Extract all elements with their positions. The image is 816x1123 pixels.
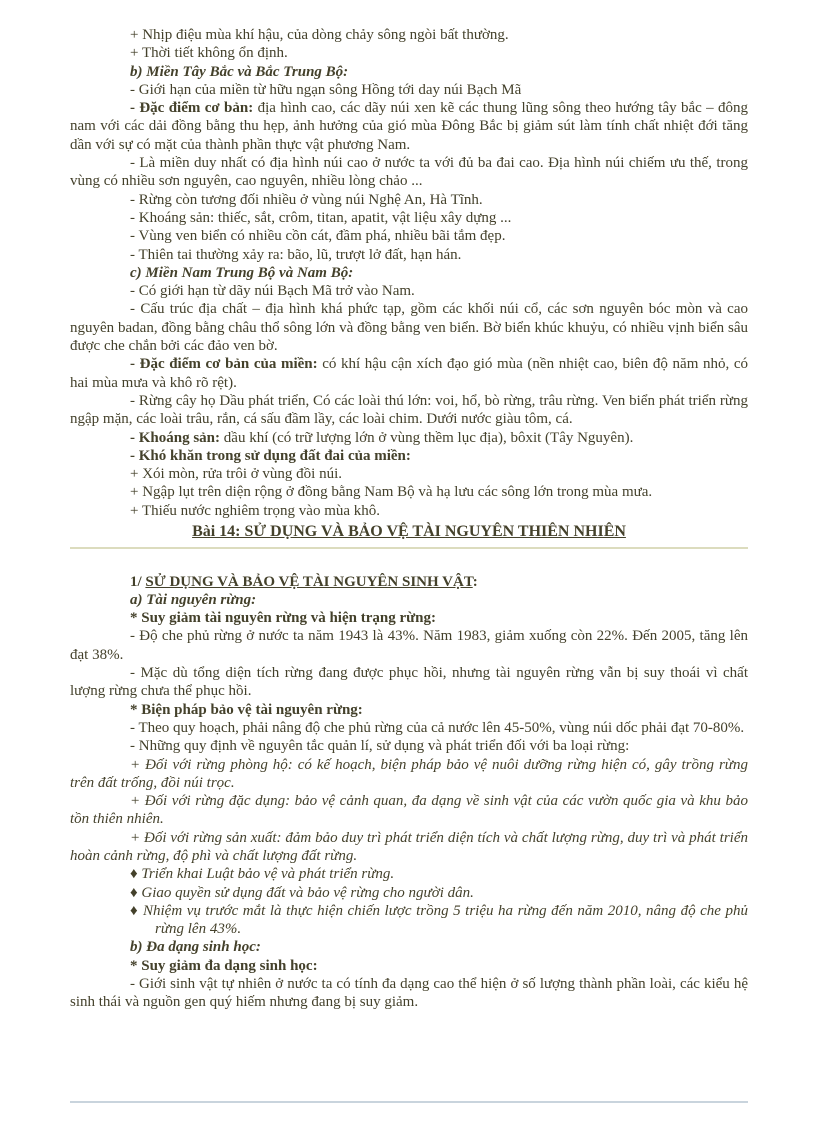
text-run: - Đặc điểm cơ bản: xyxy=(130,100,254,117)
text-run: * Biện pháp bảo vệ tài nguyên rừng: xyxy=(130,701,363,718)
text-run: - Giới sinh vật tự nhiên ở nước ta có tính đa dạng cao thể hiện ở số lượng thành phần loài, các kiểu hệ sinh thái và nguồn gen quý hiếm nhưng đang bị suy giảm. xyxy=(70,976,748,1011)
text-run: - Khoáng sản: thiếc, sắt, crôm, titan, apatit, vật liệu xây dựng ... xyxy=(130,209,512,226)
text-run: - Cấu trúc địa chất – địa hình khá phức tạp, gồm các khối núi cổ, các sơn nguyên bóc mòn và cao nguyên badan, đồng bằng châu thổ sông lớn và đồng bằng ven biển. Bờ biển khúc khuỷu, có nhiều vịnh biển sâu được che chắn bởi các đảo ven bờ. xyxy=(70,301,748,355)
paragraph xyxy=(70,154,748,191)
paragraph xyxy=(70,792,748,829)
paragraph xyxy=(70,447,748,465)
text-run: 1/ xyxy=(130,573,146,590)
text-run: - Mặc dù tổng diện tích rừng đang được phục hồi, nhưng tài nguyên rừng vẫn bị suy thoái vì chất lượng rừng chưa thể phục hồi. xyxy=(70,665,748,700)
text-run: : xyxy=(472,573,478,590)
text-run: - Đặc điểm cơ bản của miền: xyxy=(130,356,318,373)
paragraph xyxy=(70,627,748,664)
text-run: - Khó khăn trong sử dụng đất đai của miền: xyxy=(130,447,411,464)
text-run: + Xói mòn, rửa trôi ở vùng đồi núi. xyxy=(130,466,343,483)
paragraph xyxy=(70,355,748,392)
text-run: - Theo quy hoạch, phải nâng độ che phủ rừng của cả nước lên 45-50%, vùng núi dốc phải đạt 70-80%. xyxy=(130,719,745,736)
subsection-heading xyxy=(70,63,748,81)
text-run: c) Miền Nam Trung Bộ và Nam Bộ: xyxy=(130,264,354,281)
text-run: * Suy giảm đa dạng sinh học: xyxy=(130,957,318,974)
paragraph xyxy=(70,44,748,62)
text-run: ♦ xyxy=(130,902,143,919)
paragraph xyxy=(70,227,748,245)
subsection-heading xyxy=(70,264,748,282)
text-run: ♦ xyxy=(130,884,142,901)
text-run: có khí hậu cận xích đạo gió mùa (nền nhiệt cao, biên độ năm nhỏ, có hai mùa mưa và khô rõ rệt). xyxy=(70,356,748,391)
text-run: Bài 14: SỬ DỤNG VÀ BẢO VỆ TÀI NGUYÊN THIÊN NHIÊN xyxy=(192,523,626,541)
text-run: - Rừng cây họ Dầu phát triển, Có các loài thú lớn: voi, hổ, bò rừng, trâu rừng. Ven biển phát triển rừng ngập mặn, các loài trâu, rắn, cá sấu đầm lầy, các loài chim. Dưới nước giàu tôm, cá. xyxy=(70,392,748,428)
text-run: - Có giới hạn từ dãy núi Bạch Mã trở vào Nam. xyxy=(130,283,415,300)
text-run: dầu khí (có trữ lượng lớn ở vùng thềm lục địa), bôxit (Tây Nguyên). xyxy=(220,429,634,446)
text-run: - Là miền duy nhất có địa hình núi cao ở nước ta với đủ ba đai cao. Địa hình núi chiếm ưu thế, trong vùng có nhiều sơn nguyên, cao nguyên, nhiều lòng chảo ... xyxy=(70,155,748,190)
paragraph xyxy=(70,975,748,1012)
paragraph xyxy=(70,719,748,737)
paragraph xyxy=(70,957,748,975)
paragraph xyxy=(70,465,748,483)
section-heading xyxy=(70,573,748,591)
paragraph xyxy=(70,99,748,154)
paragraph xyxy=(70,26,748,44)
diamond-list-item xyxy=(70,884,748,902)
subsection-heading xyxy=(70,938,748,956)
text-run: - Vùng ven biển có nhiều cồn cát, đầm phá, nhiều bãi tắm đẹp. xyxy=(130,228,506,245)
paragraph xyxy=(70,392,748,429)
text-run: + Đối với rừng phòng hộ: có kế hoạch, biện pháp bảo vệ nuôi dưỡng rừng hiện có, gây trồng rừng trên đất trống, đồi núi trọc. xyxy=(70,756,748,791)
paragraph xyxy=(70,701,748,719)
diamond-list-item xyxy=(70,865,748,883)
text-run: Triển khai Luật bảo vệ và phát triển rừng. xyxy=(141,866,395,883)
subsection-heading xyxy=(70,591,748,609)
paragraph xyxy=(70,829,748,866)
text-run: + Thiếu nước nghiêm trọng vào mùa khô. xyxy=(130,502,381,519)
paragraph xyxy=(70,191,748,209)
paragraph xyxy=(70,609,748,627)
text-run: - Rừng còn tương đối nhiều ở vùng núi Nghệ An, Hà Tĩnh. xyxy=(130,191,483,208)
text-run: + Nhịp điệu mùa khí hậu, của dòng chảy sông ngòi bất thường. xyxy=(130,27,509,43)
paragraph xyxy=(70,246,748,264)
footer-divider xyxy=(70,1101,748,1103)
text-run: ♦ xyxy=(130,866,142,883)
text-run: - Những quy định về nguyên tắc quản lí, sử dụng và phát triển đối với ba loại rừng: xyxy=(130,738,630,755)
text-run: + Đối với rừng sản xuất: đảm bảo duy trì phát triển diện tích và chất lượng rừng, duy trì và phát triển hoàn cảnh rừng, độ phì và chất lượng đất rừng. xyxy=(70,829,748,864)
text-run: Nhiệm vụ trước mắt là thực hiện chiến lược trồng 5 triệu ha rừng đến năm 2010, nâng độ che phủ rừng lên 43%. xyxy=(143,902,748,938)
paragraph xyxy=(70,664,748,701)
text-run: a) Tài nguyên rừng: xyxy=(130,591,257,608)
lesson-heading xyxy=(70,522,748,549)
text-run: b) Miền Tây Bắc và Bắc Trung Bộ: xyxy=(130,63,349,80)
paragraph xyxy=(70,756,748,793)
text-run: * Suy giảm tài nguyên rừng và hiện trạng rừng: xyxy=(130,610,436,627)
paragraph xyxy=(70,483,748,501)
paragraph xyxy=(70,209,748,227)
paragraph xyxy=(70,81,748,99)
paragraph xyxy=(70,737,748,755)
paragraph xyxy=(70,429,748,447)
text-run: - Độ che phủ rừng ở nước ta năm 1943 là 43%. Năm 1983, giảm xuống còn 22%. Đến 2005, tăng lên đạt 38%. xyxy=(70,628,748,663)
text-run: Giao quyền sử dụng đất và bảo vệ rừng cho người dân. xyxy=(141,884,474,901)
text-run: địa hình cao, các dãy núi xen kẽ các thung lũng sông theo hướng tây bắc – đông nam với các dải đồng bằng thu hẹp, ảnh hưởng của gió mùa Đông Bắc bị giảm sút làm tính chất nhiệt đới tăng dần với sự có mặt của thành phần thực vật phương Nam. xyxy=(70,100,748,153)
text-run: + Đối với rừng đặc dụng: bảo vệ cảnh quan, đa dạng về sinh vật của các vườn quốc gia và khu bảo tồn thiên nhiên. xyxy=(70,793,748,828)
text-run: b) Đa dạng sinh học: xyxy=(130,939,261,956)
document-content xyxy=(70,26,748,1012)
paragraph xyxy=(70,502,748,520)
text-run: + Ngập lụt trên diện rộng ở đồng bằng Nam Bộ và hạ lưu các sông lớn trong mùa mưa. xyxy=(130,484,653,501)
text-run: + Thời tiết không ổn định. xyxy=(130,45,288,62)
paragraph xyxy=(70,282,748,300)
text-run: SỬ DỤNG VÀ BẢO VỆ TÀI NGUYÊN SINH VẬT xyxy=(145,573,473,590)
paragraph xyxy=(70,300,748,355)
text-run: - Khoáng sản: xyxy=(130,429,221,446)
text-run: - Thiên tai thường xảy ra: bão, lũ, trượt lở đất, hạn hán. xyxy=(130,246,462,263)
text-run: - Giới hạn của miền từ hữu ngạn sông Hồng tới day núi Bạch Mã xyxy=(130,81,522,98)
diamond-list-item xyxy=(70,902,748,939)
